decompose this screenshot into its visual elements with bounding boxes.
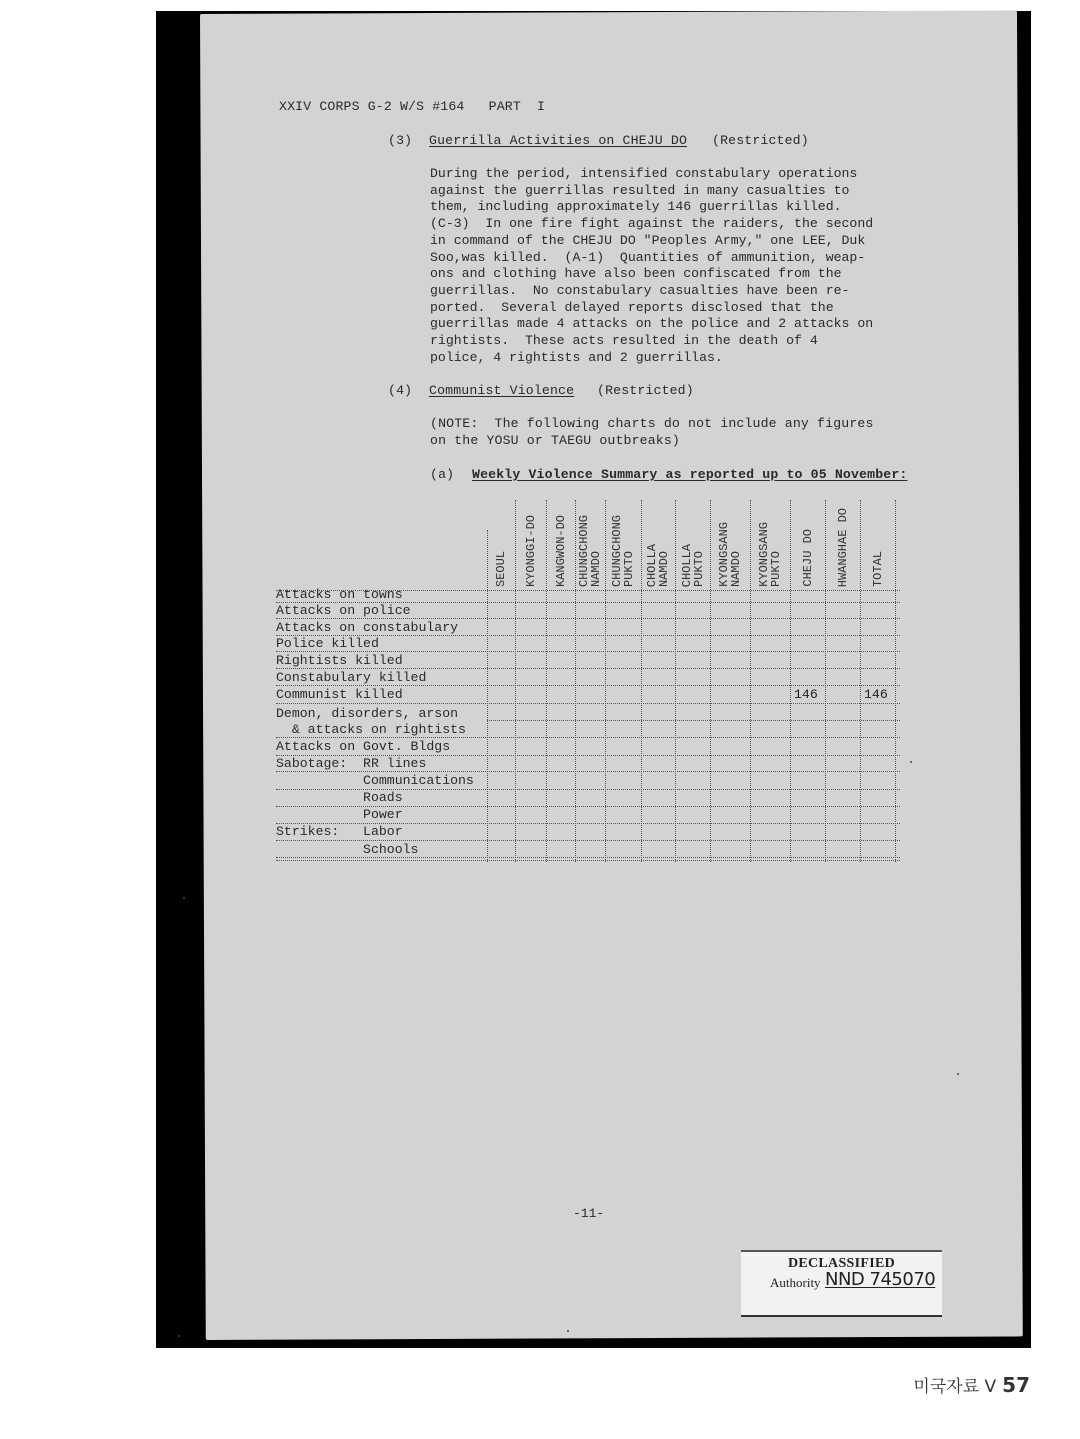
row-label: Attacks on Govt. Bldgs xyxy=(276,739,451,754)
grid-hline xyxy=(276,840,900,841)
column-header xyxy=(487,490,515,587)
row-label: Communications xyxy=(276,773,474,788)
grid-vline xyxy=(750,500,751,862)
column-header-label: KANGWON-DO xyxy=(553,514,568,587)
grid-hline xyxy=(276,737,900,738)
row-label: Rightists killed xyxy=(276,653,403,668)
section3-body-line: During the period, intensified constabulary operations xyxy=(430,166,858,181)
section3-body xyxy=(430,166,920,366)
column-header-label: KYONGSANG xyxy=(757,522,771,587)
column-header-label: NAMDO xyxy=(729,550,743,587)
row-label: Attacks on towns xyxy=(276,587,403,602)
book-footer xyxy=(913,1372,1030,1397)
row-label: Strikes: Labor xyxy=(276,824,403,839)
section3-body-line: against the guerrillas resulted in many casualties to xyxy=(430,182,850,198)
column-header xyxy=(710,490,750,587)
page-number: -11- xyxy=(573,1206,605,1221)
stamp-authority-value: NND 745070 xyxy=(825,1269,936,1290)
section4-title: Communist Violence xyxy=(429,383,575,398)
grid-hline xyxy=(276,771,900,772)
row-label: Demon, disorders, arson xyxy=(276,706,459,721)
section3-title: Guerrilla Activities on CHEJU DO xyxy=(429,133,688,148)
column-header xyxy=(515,490,546,587)
column-header-label: TOTAL xyxy=(870,550,885,587)
column-header-label: PUKTO xyxy=(691,550,706,587)
footer-page-number: 57 xyxy=(1002,1373,1030,1397)
column-header xyxy=(825,490,860,587)
column-header-label: KYONGGI-DO xyxy=(523,514,538,587)
column-header xyxy=(641,490,675,587)
row-label: Attacks on constabulary xyxy=(276,620,459,635)
document-header: XXIV CORPS G-2 W/S #164 PART I xyxy=(279,99,546,114)
section4-note-line-2: on the YOSU or TAEGU outbreaks) xyxy=(430,433,680,448)
section3-classification: (Restricted) xyxy=(712,133,809,148)
grid-vline xyxy=(546,500,547,862)
section3-body-line: in command of the CHEJU DO "Peoples Army," one LEE, Duk xyxy=(430,232,866,248)
column-header-label: PUKTO xyxy=(622,550,636,587)
column-header xyxy=(860,490,895,587)
column-header-label: NAMDO xyxy=(657,550,671,587)
row-label: Power xyxy=(276,807,403,822)
column-header xyxy=(750,490,790,587)
column-header xyxy=(675,490,710,587)
section3-body-line: guerrillas. No constabulary casualties have been re- xyxy=(430,282,850,298)
scan-speck xyxy=(567,1330,569,1332)
grid-hline xyxy=(276,857,900,858)
section3-number: (3) xyxy=(388,133,413,148)
scan-speck xyxy=(957,1073,959,1075)
section3-body-line: guerrillas made 4 attacks on the police and 2 attacks on xyxy=(430,316,874,332)
column-header-label: CHUNGCHONG xyxy=(610,514,624,587)
subsection-label: (a) xyxy=(430,467,455,482)
section4-classification: (Restricted) xyxy=(597,383,694,398)
table-cell: 146 xyxy=(794,687,818,702)
column-header xyxy=(790,490,825,587)
section3-body-line: police, 4 rightists and 2 guerrillas. xyxy=(430,349,723,365)
scan-speck xyxy=(910,761,912,763)
section3-body-line: ported. Several delayed reports disclosed that the xyxy=(430,299,834,315)
section3-body-line: ons and clothing have also been confiscated from the xyxy=(430,266,842,282)
grid-hline xyxy=(487,720,900,721)
section4-number: (4) xyxy=(388,383,413,398)
grid-vline xyxy=(895,500,896,862)
footer-label: 미국자료 V xyxy=(913,1377,997,1397)
table-cell: 146 xyxy=(864,687,888,702)
column-header-label: CHEJU DO xyxy=(800,529,815,587)
section4-note-line-1: (NOTE: The following charts do not include any figures xyxy=(430,416,874,431)
column-header-label: CHUNGCHONG xyxy=(577,514,591,587)
grid-vline xyxy=(575,500,576,862)
section3-body-line: them, including approximately 146 guerrillas killed. xyxy=(430,199,842,215)
column-header-label: PUKTO xyxy=(769,550,783,587)
column-header xyxy=(575,490,605,587)
row-label: Constabulary killed xyxy=(276,670,427,685)
grid-vline xyxy=(487,530,488,862)
grid-hline xyxy=(276,668,900,669)
grid-hline xyxy=(276,860,900,861)
scan-speck xyxy=(183,897,185,899)
column-header-label: CHOLLA xyxy=(679,543,694,587)
row-label: Roads xyxy=(276,790,403,805)
grid-vline xyxy=(710,500,711,862)
grid-hline xyxy=(276,703,900,704)
column-header xyxy=(546,490,575,587)
column-header-label: KYONGSANG xyxy=(717,522,731,587)
grid-vline xyxy=(675,500,676,862)
column-header-label: SEOUL xyxy=(494,550,508,587)
grid-hline xyxy=(276,685,900,686)
section3-body-line: rightists. These acts resulted in the death of 4 xyxy=(430,333,818,349)
grid-vline xyxy=(605,500,606,862)
column-header xyxy=(605,490,641,587)
row-label: Schools xyxy=(276,842,419,857)
grid-vline xyxy=(825,500,826,862)
grid-hline xyxy=(276,651,900,652)
column-header-label: CHOLLA xyxy=(645,543,659,587)
row-label-continuation: & attacks on rightists xyxy=(276,722,466,737)
row-label: Police killed xyxy=(276,636,379,651)
grid-vline xyxy=(641,500,642,862)
row-label: Attacks on police xyxy=(276,603,411,618)
column-header-label: HWANGHAE DO xyxy=(835,507,850,587)
stamp-title: DECLASSIFIED xyxy=(787,1256,896,1271)
section3-body-line: (C-3) In one fire fight against the raiders, the second xyxy=(430,216,874,232)
subsection-title: Weekly Violence Summary as reported up to 05 November: xyxy=(472,467,908,482)
section3-body-line: Soo,was killed. (A-1) Quantities of ammunition, weap- xyxy=(430,249,866,265)
grid-hline xyxy=(276,618,900,619)
grid-vline xyxy=(515,500,516,862)
column-header-label: NAMDO xyxy=(589,550,603,587)
grid-vline xyxy=(860,500,861,862)
row-label: Sabotage: RR lines xyxy=(276,756,427,771)
row-label: Communist killed xyxy=(276,687,403,702)
scan-speck xyxy=(178,1335,180,1337)
stamp-authority-label: Authority xyxy=(770,1275,821,1290)
declassified-stamp xyxy=(741,1250,942,1317)
grid-vline xyxy=(790,500,791,862)
